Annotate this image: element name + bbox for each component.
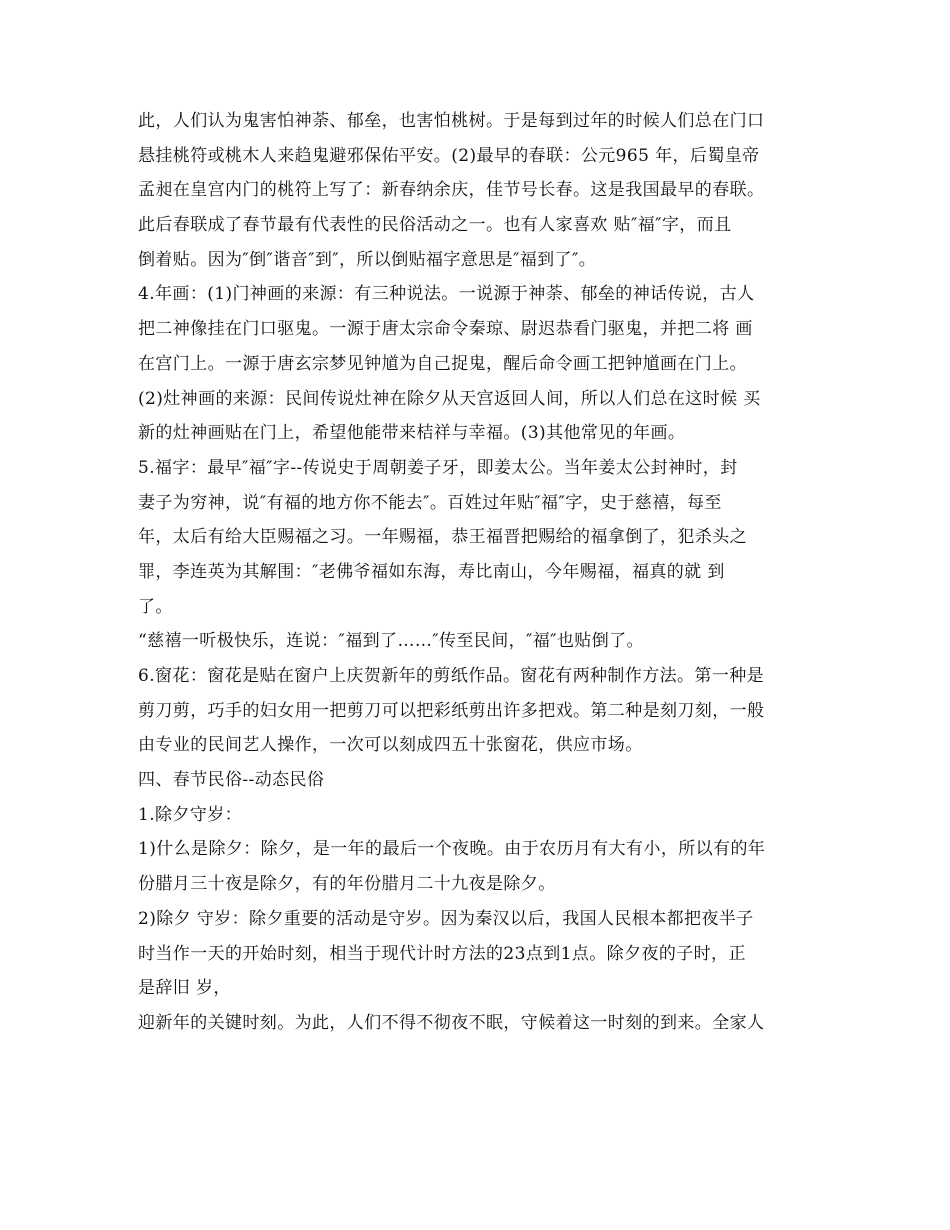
text-line: 是辞旧 岁， <box>138 978 231 999</box>
text-line: 此后春联成了春节最有代表性的民俗活动之一。也有人家喜欢 贴″福″字，而且 <box>138 215 732 236</box>
subsection-heading: 1.除夕守岁： <box>138 804 243 825</box>
text-line: 了。 <box>138 596 173 617</box>
text-line: “慈禧一听极快乐，连说：″福到了……″传至民间，″福″也贴倒了。 <box>138 631 644 652</box>
text-line: 份腊月三十夜是除夕，有的年份腊月二十九夜是除夕。 <box>138 874 556 895</box>
text-line: (2)灶神画的来源：民间传说灶神在除夕从天宫返回人间，所以人们总在这时候 买 <box>138 388 761 409</box>
text-line: 此，人们认为鬼害怕神荼、郁垒，也害怕桃树。于是每到过年的时候人们总在门口 <box>138 111 765 131</box>
text-line: 由专业的民间艺人操作，一次可以刻成四五十张窗花，供应市场。 <box>138 735 643 756</box>
text-line: 罪，李连英为其解围：″老佛爷福如东海，寿比南山，今年赐福，福真的就 到 <box>138 561 725 582</box>
text-line: 1)什么是除夕：除夕，是一年的最后一个夜晚。由于农历月有大有小，所以有的年 <box>138 839 766 860</box>
text-line: 新的灶神画贴在门上，希望他能带来桔祥与幸福。(3)其他常见的年画。 <box>138 423 686 444</box>
text-line: 妻子为穷神，说″有福的地方你不能去″。百姓过年贴″福″字，史于慈禧，每至 <box>138 492 722 513</box>
text-line: 6.窗花：窗花是贴在窗户上庆贺新年的剪纸作品。窗花有两种制作方法。第一种是 <box>138 666 765 686</box>
section-heading: 四、春节民俗--动态民俗 <box>138 770 325 791</box>
text-line: 把二神像挂在门口驱鬼。一源于唐太宗命令秦琼、尉迟恭看门驱鬼，并把二将 画 <box>138 319 753 340</box>
text-line: 5.福字：最早″福″字--传说史于周朝姜子牙，即姜太公。当年姜太公封神时，封 <box>138 457 738 478</box>
text-line: 时当作一天的开始时刻，相当于现代计时方法的23点到1点。除夕夜的子时，正 <box>138 943 746 964</box>
text-line: 倒着贴。因为″倒″谐音″到″，所以倒贴福字意思是″福到了″。 <box>138 249 597 270</box>
text-line: 在宫门上。一源于唐玄宗梦见钟馗为自己捉鬼，醒后命令画工把钟馗画在门上。 <box>138 353 747 374</box>
text-line: 4.年画：(1)门神画的来源：有三种说法。一说源于神荼、郁垒的神话传说，古人 <box>138 284 755 305</box>
text-line: 2)除夕 守岁：除夕重要的活动是守岁。因为秦汉以后，我国人民根本都把夜半子 <box>138 908 754 929</box>
text-line: 悬挂桃符或桃木人来趋鬼避邪保佑平安。(2)最早的春联：公元965 年，后蜀皇帝 <box>138 145 760 166</box>
text-line: 剪刀剪，巧手的妇女用一把剪刀可以把彩纸剪出许多把戏。第二种是刻刀刻，一般 <box>138 700 765 721</box>
text-line: 孟昶在皇宫内门的桃符上写了：新春纳余庆，佳节号长春。这是我国最早的春联。 <box>138 180 765 201</box>
text-line: 迎新年的关键时刻。为此，人们不得不彻夜不眠，守候着这一时刻的到来。全家人 <box>138 1012 765 1033</box>
document-body <box>138 104 828 1041</box>
text-line: 年，太后有给大臣赐福之习。一年赐福，恭王福晋把赐给的福拿倒了，犯杀头之 <box>138 527 747 548</box>
